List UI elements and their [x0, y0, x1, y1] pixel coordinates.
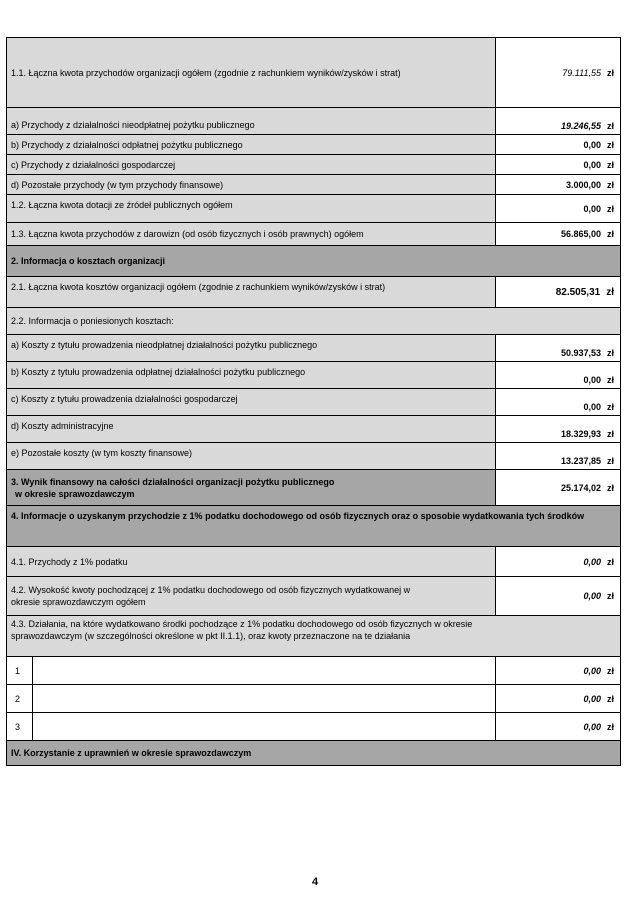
- section-1percent-title: 4. Informacje o uzyskanym przychodzie z 1% podatku dochodowego od osób fizycznych oraz o sposobie wydatkowania tych środków: [7, 506, 620, 546]
- label-cost-d: d) Koszty administracyjne: [7, 416, 496, 442]
- label-1percent-actions-line1: 4.3. Działania, na które wydatkowano środki pochodzące z 1% podatku dochodowego od osób fizycznych w okresie: [11, 619, 473, 629]
- item-description: [33, 685, 496, 712]
- value-cost-d: 18.329,93 zł: [496, 416, 620, 442]
- label-financial-result-line2: w okresie sprawozdawczym: [15, 488, 135, 499]
- item-description: [33, 657, 496, 684]
- item-number: 2: [7, 685, 33, 712]
- row-revenue-d: [7, 174, 620, 194]
- table-row: [7, 656, 620, 684]
- table-row: [7, 684, 620, 712]
- row-cost-d: [7, 415, 620, 442]
- label-1percent-revenue: 4.1. Przychody z 1% podatku: [7, 547, 496, 576]
- row-cost-e: [7, 442, 620, 469]
- label-financial-result-line1: 3. Wynik finansowy na całości działalności organizacji pożytku publicznego: [11, 476, 335, 487]
- label-revenue-a: a) Przychody z działalności nieodpłatnej pożytku publicznego: [7, 108, 496, 134]
- value-revenue-d: 3.000,00 zł: [496, 175, 620, 194]
- value-1percent-spent: 0,00 zł: [496, 577, 620, 615]
- item-number: 1: [7, 657, 33, 684]
- label-revenue-c: c) Przychody z działalności gospodarczej: [7, 155, 496, 174]
- row-1percent-revenue: [7, 546, 620, 576]
- row-1percent-spent: [7, 576, 620, 615]
- row-revenue-c: [7, 154, 620, 174]
- row-revenue-b: [7, 134, 620, 154]
- item-value: 0,00 zł: [496, 713, 620, 740]
- section-costs-title: 2. Informacja o kosztach organizacji: [7, 246, 620, 276]
- item-value: 0,00 zł: [496, 657, 620, 684]
- value-cost-b: 0,00 zł: [496, 362, 620, 388]
- label-1percent-spent-line2: okresie sprawozdawczym ogółem: [11, 597, 146, 607]
- value-donations: 56.865,00 zł: [496, 223, 620, 245]
- label-1percent-actions-line2: sprawozdawczym (w szczególności określone w pkt II.1.1), oraz kwoty przeznaczone na te działania: [11, 631, 411, 641]
- row-cost-c: [7, 388, 620, 415]
- label-cost-c: c) Koszty z tytułu prowadzenia działalności gospodarczej: [7, 389, 496, 415]
- item-value: 0,00 zł: [496, 685, 620, 712]
- value-public-grants: 0,00 zł: [496, 195, 620, 222]
- value-cost-a: 50.937,53 zł: [496, 335, 620, 361]
- label-1percent-actions: [7, 616, 620, 656]
- value-revenue-c: 0,00 zł: [496, 155, 620, 174]
- value-total-revenue: 79.111,55 zł: [496, 38, 620, 107]
- label-total-revenue: 1.1. Łączna kwota przychodów organizacji ogółem (zgodnie z rachunkiem wyników/zysków i strat): [7, 38, 496, 107]
- row-revenue-a: [7, 107, 620, 134]
- row-donations: [7, 222, 620, 245]
- row-costs-info: [7, 307, 620, 334]
- financial-table: [6, 37, 621, 766]
- label-1percent-spent: [7, 577, 496, 615]
- item-number: 3: [7, 713, 33, 740]
- row-total-costs: [7, 276, 620, 307]
- value-1percent-revenue: 0,00 zł: [496, 547, 620, 576]
- value-financial-result: 25.174,02 zł: [496, 470, 620, 505]
- label-financial-result: [7, 470, 496, 505]
- label-cost-b: b) Koszty z tytułu prowadzenia odpłatnej działalności pożytku publicznego: [7, 362, 496, 388]
- value-revenue-b: 0,00 zł: [496, 135, 620, 154]
- value-cost-c: 0,00 zł: [496, 389, 620, 415]
- row-1percent-actions: [7, 615, 620, 656]
- value-total-costs: 82.505,31 zł: [496, 277, 620, 307]
- section-privileges-header: [7, 740, 620, 765]
- table-row: [7, 712, 620, 740]
- section-privileges-title: IV. Korzystanie z uprawnień w okresie sprawozdawczym: [7, 741, 620, 765]
- label-revenue-b: b) Przychody z działalności odpłatnej pożytku publicznego: [7, 135, 496, 154]
- page-number: 4: [311, 876, 319, 888]
- label-costs-info: 2.2. Informacja o poniesionych kosztach:: [7, 308, 620, 334]
- label-donations: 1.3. Łączna kwota przychodów z darowizn (od osób fizycznych i osób prawnych) ogółem: [7, 223, 496, 245]
- label-public-grants: 1.2. Łączna kwota dotacji ze źródeł publicznych ogółem: [7, 195, 496, 222]
- label-1percent-spent-line1: 4.2. Wysokość kwoty pochodzącej z 1% podatku dochodowego od osób fizycznych wydatkowanej w: [11, 585, 411, 595]
- label-cost-a: a) Koszty z tytułu prowadzenia nieodpłatnej działalności pożytku publicznego: [7, 335, 496, 361]
- item-description: [33, 713, 496, 740]
- label-revenue-d: d) Pozostałe przychody (w tym przychody finansowe): [7, 175, 496, 194]
- label-cost-e: e) Pozostałe koszty (w tym koszty finansowe): [7, 443, 496, 469]
- section-1percent-header: [7, 505, 620, 546]
- row-cost-a: [7, 334, 620, 361]
- value-revenue-a: 19.246,55 zł: [496, 108, 620, 134]
- section-costs-header: [7, 245, 620, 276]
- value-cost-e: 13.237,85 zł: [496, 443, 620, 469]
- row-financial-result: [7, 469, 620, 505]
- row-total-revenue: [7, 38, 620, 107]
- label-total-costs: 2.1. Łączna kwota kosztów organizacji ogółem (zgodnie z rachunkiem wyników/zysków i strat): [7, 277, 496, 307]
- row-public-grants: [7, 194, 620, 222]
- row-cost-b: [7, 361, 620, 388]
